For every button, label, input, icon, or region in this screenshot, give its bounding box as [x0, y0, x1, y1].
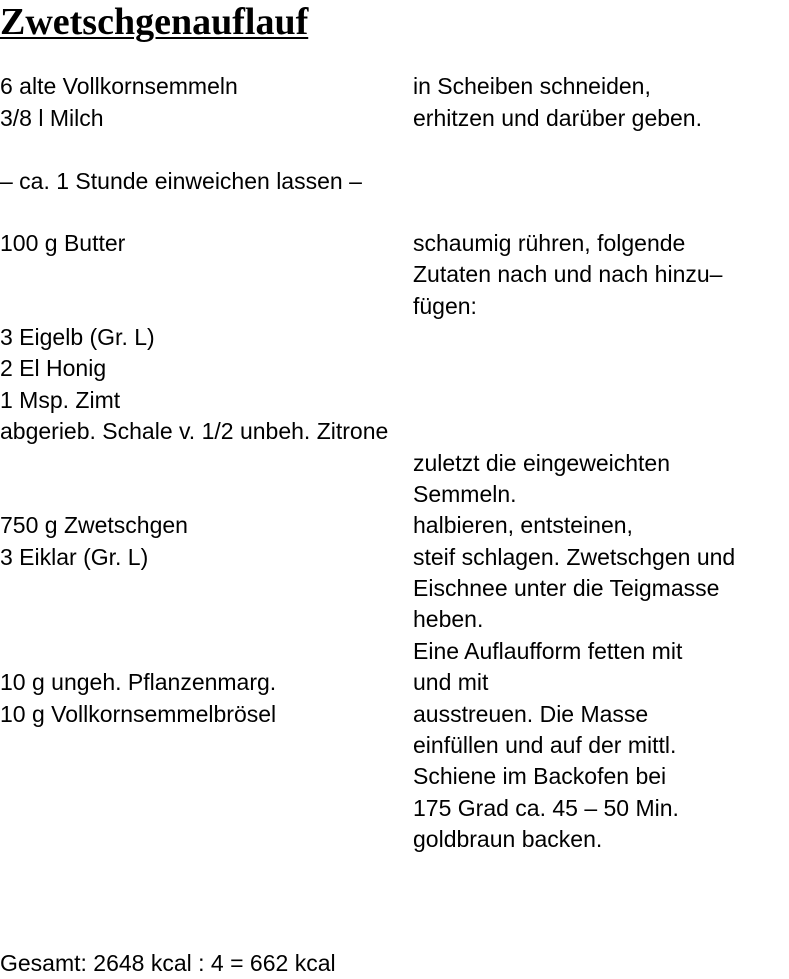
- ingredient-text: 10 g ungeh. Pflanzenmarg.: [0, 669, 277, 695]
- recipe-line: [0, 603, 789, 635]
- instruction-text: erhitzen und darüber geben.: [413, 105, 702, 131]
- recipe-line: [0, 447, 789, 479]
- instruction-text: fügen:: [413, 293, 477, 319]
- instruction-text: goldbraun backen.: [413, 826, 603, 852]
- instruction-text: Eine Auflaufform fetten mit: [413, 638, 683, 664]
- ingredient-text: 750 g Zwetschgen: [0, 512, 188, 538]
- recipe-line: [0, 352, 789, 384]
- recipe-line: [0, 165, 789, 197]
- recipe-line: [0, 698, 789, 730]
- recipe-line: [0, 509, 789, 541]
- recipe-line: [0, 729, 789, 761]
- ingredient-text: 2 El Honig: [0, 355, 107, 381]
- recipe-title: Zwetschgenauflauf: [0, 1, 309, 43]
- recipe-line: [0, 666, 789, 698]
- instruction-text: heben.: [413, 606, 484, 632]
- ingredient-text: abgerieb. Schale v. 1/2 unbeh. Zitrone: [0, 418, 389, 444]
- instruction-text: Zutaten nach und nach hinzu–: [413, 261, 723, 287]
- recipe-line: [0, 384, 789, 416]
- recipe-line: [0, 823, 789, 855]
- instruction-text: ausstreuen. Die Masse: [413, 701, 649, 727]
- recipe-line: [0, 258, 789, 290]
- instruction-text: in Scheiben schneiden,: [413, 73, 651, 99]
- recipe-line: [0, 227, 789, 259]
- calorie-total: Gesamt: 2648 kcal : 4 = 662 kcal: [0, 950, 336, 976]
- recipe-line: [0, 70, 789, 102]
- instruction-text: halbieren, entsteinen,: [413, 512, 633, 538]
- recipe-line: [0, 760, 789, 792]
- recipe-line: [0, 102, 789, 134]
- instruction-text: 175 Grad ca. 45 – 50 Min.: [413, 795, 679, 821]
- instruction-text: zuletzt die eingeweichten: [413, 450, 670, 476]
- instruction-text: schaumig rühren, folgende: [413, 230, 686, 256]
- instruction-text: steif schlagen. Zwetschgen und: [413, 544, 736, 570]
- recipe-line: [0, 290, 789, 322]
- soak-note: – ca. 1 Stunde einweichen lassen –: [0, 168, 362, 194]
- recipe-line: [0, 541, 789, 573]
- recipe-line: [0, 792, 789, 824]
- ingredient-text: 3/8 l Milch: [0, 105, 104, 131]
- recipe-line: [0, 321, 789, 353]
- recipe-line: [0, 635, 789, 667]
- instruction-text: und mit: [413, 669, 489, 695]
- recipe-line: [0, 415, 789, 447]
- instruction-text: Schiene im Backofen bei: [413, 763, 667, 789]
- instruction-text: Semmeln.: [413, 481, 517, 507]
- ingredient-text: 1 Msp. Zimt: [0, 387, 121, 413]
- ingredient-text: 6 alte Vollkornsemmeln: [0, 73, 238, 99]
- instruction-text: Eischnee unter die Teigmasse: [413, 575, 720, 601]
- ingredient-text: 10 g Vollkornsemmelbrösel: [0, 701, 277, 727]
- instruction-text: einfüllen und auf der mittl.: [413, 732, 677, 758]
- recipe-line: [0, 478, 789, 510]
- ingredient-text: 3 Eigelb (Gr. L): [0, 324, 155, 350]
- recipe-line: [0, 572, 789, 604]
- ingredient-text: 3 Eiklar (Gr. L): [0, 544, 149, 570]
- ingredient-text: 100 g Butter: [0, 230, 126, 256]
